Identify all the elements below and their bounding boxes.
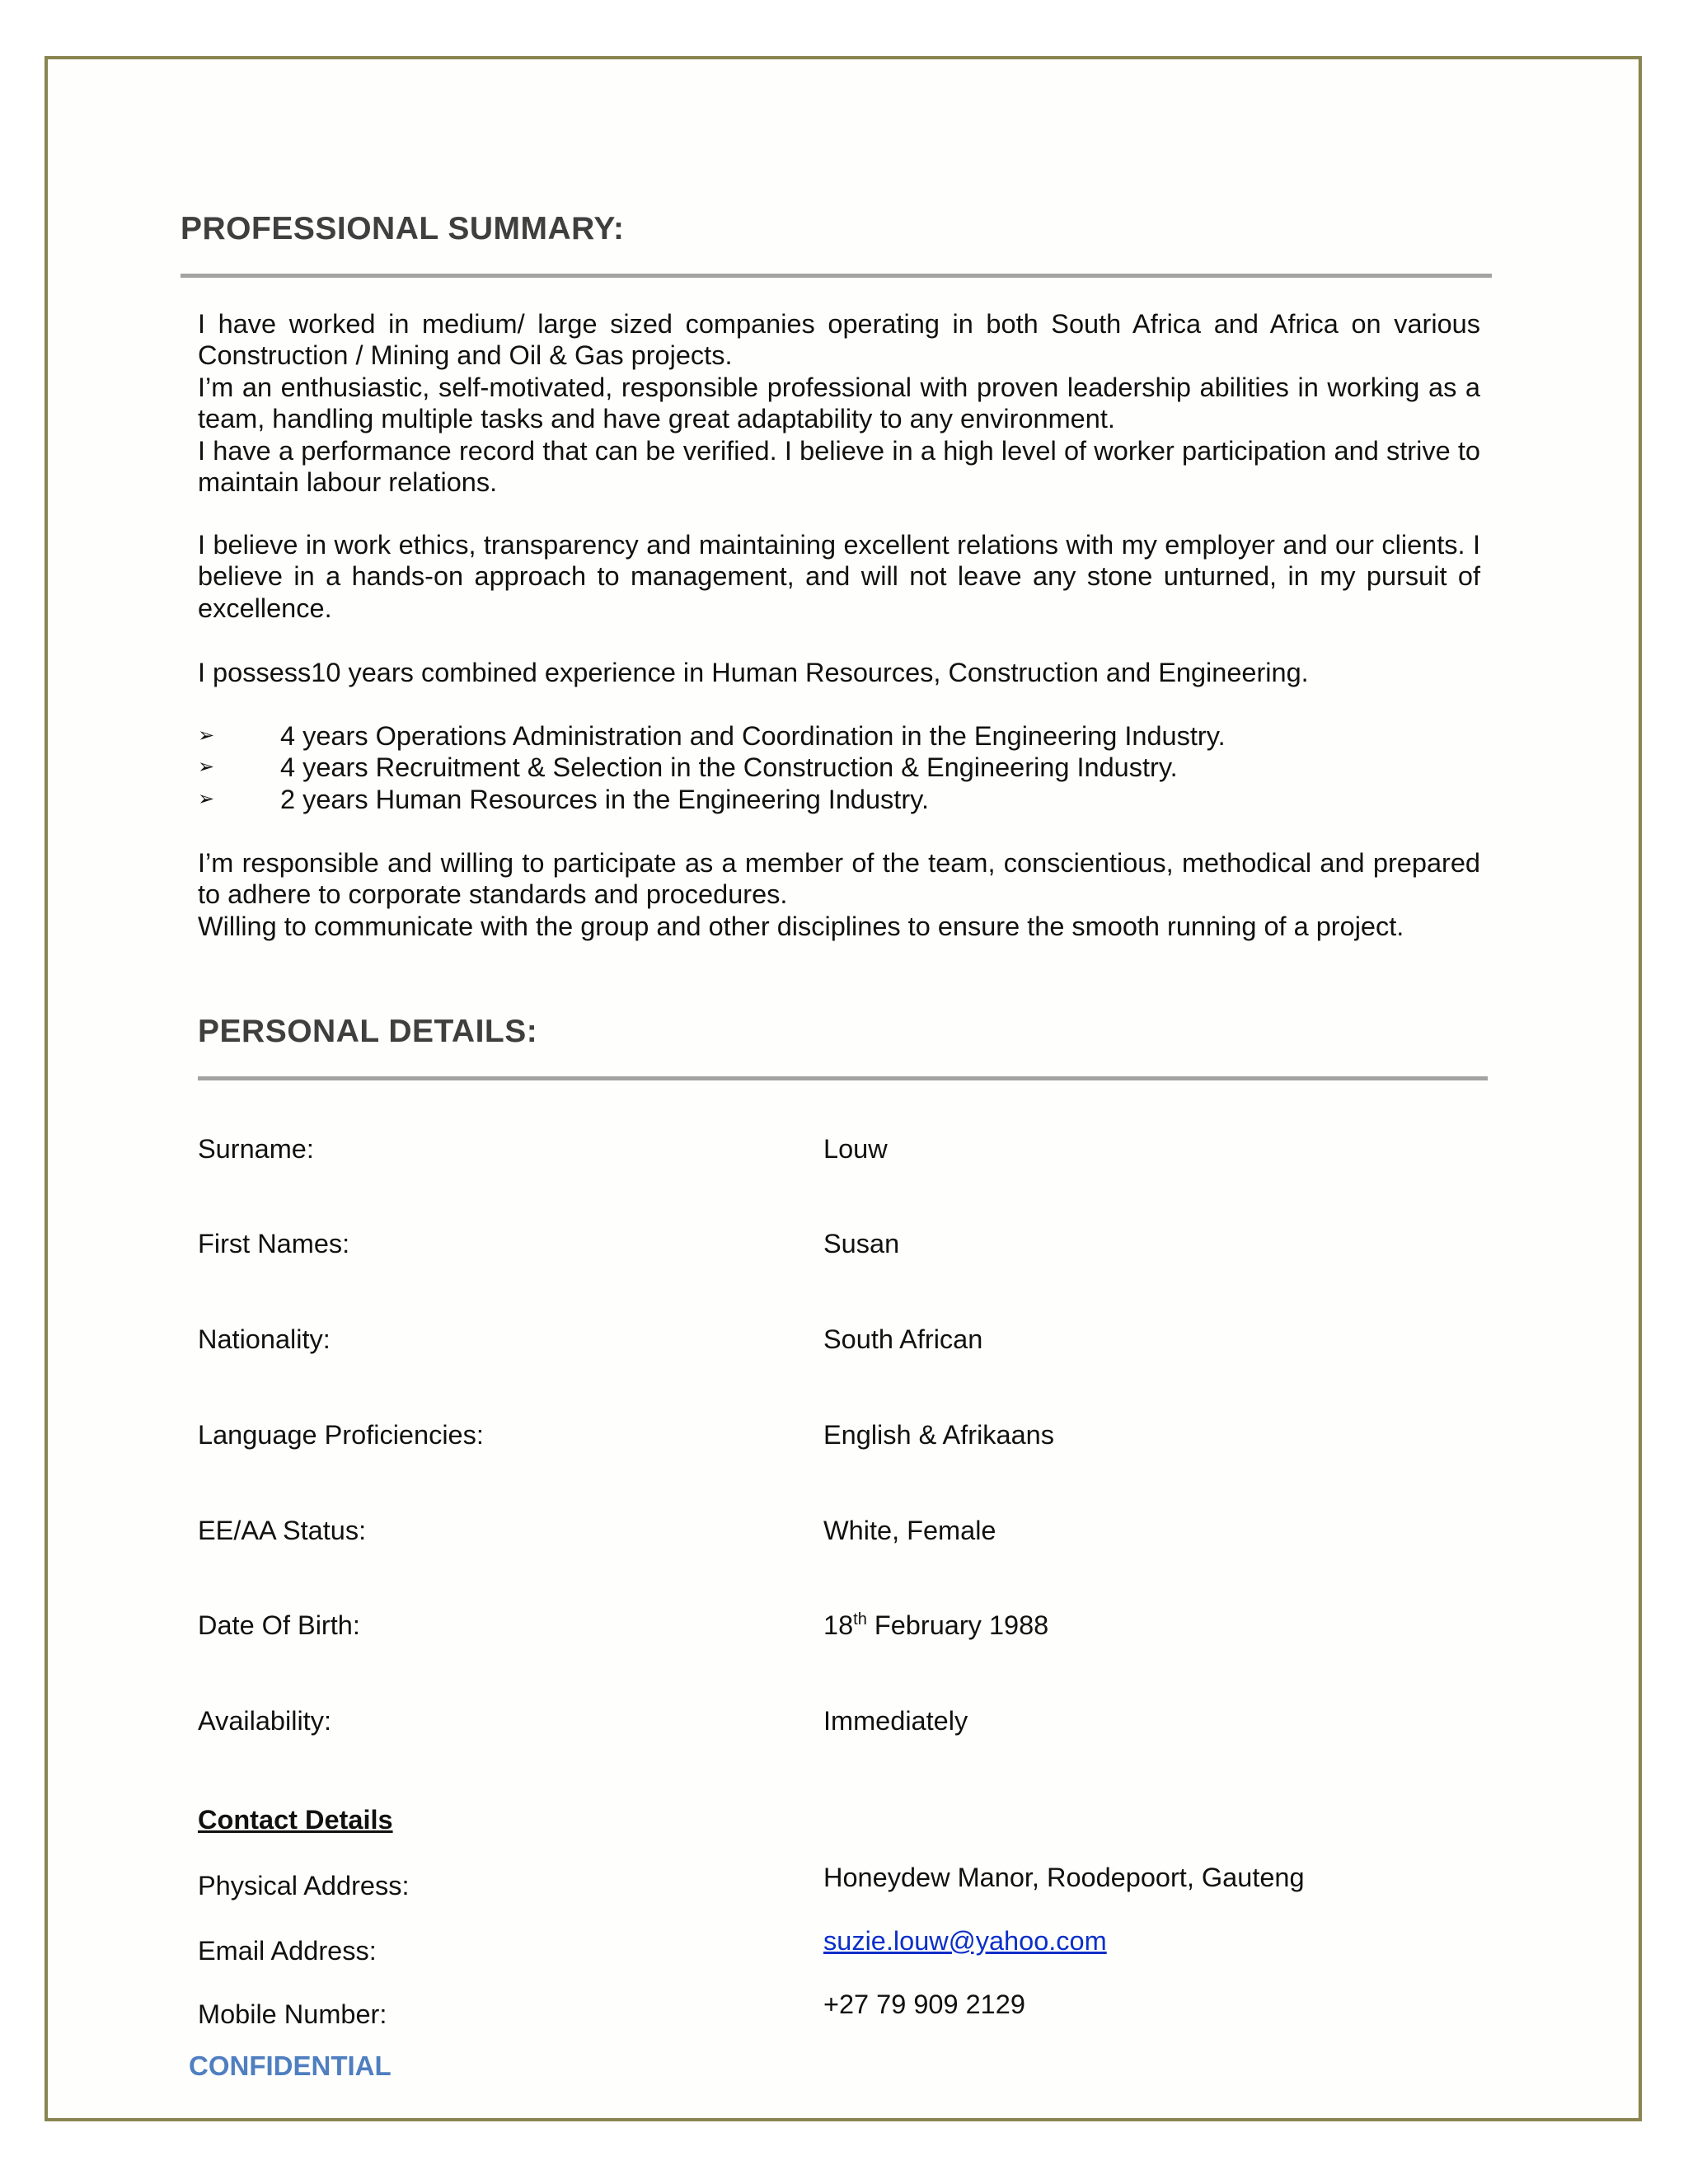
detail-row-surname <box>198 1134 1484 1170</box>
availability-label: Availability: <box>198 1706 331 1736</box>
summary-text: I have a performance record that can be verified. I believe in a high level of worker participation and strive to maintain labour relations. <box>198 435 1480 498</box>
detail-row-availability <box>198 1706 1484 1742</box>
surname-value: Louw <box>823 1134 888 1164</box>
dob-month-year: February 1988 <box>866 1610 1049 1640</box>
ee-aa-status-label: EE/AA Status: <box>198 1516 367 1545</box>
arrow-bullet-icon: ➢ <box>198 724 215 747</box>
list-item-text: 4 years Operations Administration and Coordination in the Engineering Industry. <box>280 721 1226 751</box>
dob-ordinal-suffix: th <box>853 1610 867 1629</box>
email-address-label: Email Address: <box>198 1936 377 1966</box>
detail-row-languages <box>198 1420 1484 1456</box>
summary-block-2 <box>198 529 1480 624</box>
contact-row-email <box>198 1926 1484 1966</box>
detail-row-ee-aa-status <box>198 1516 1484 1552</box>
list-item <box>198 752 1480 783</box>
mobile-number-label: Mobile Number: <box>198 1999 387 2029</box>
availability-value: Immediately <box>823 1706 968 1736</box>
email-link[interactable]: suzie.louw@yahoo.com <box>823 1926 1107 1956</box>
contact-details-heading: Contact Details <box>198 1805 393 1835</box>
list-item-text: 2 years Human Resources in the Engineering Industry. <box>280 784 930 814</box>
detail-row-date-of-birth <box>198 1610 1484 1647</box>
confidential-footer: CONFIDENTIAL <box>189 2050 392 2081</box>
summary-block-4 <box>198 847 1480 942</box>
summary-divider <box>181 274 1492 278</box>
physical-address-value: Honeydew Manor, Roodepoort, Gauteng <box>823 1863 1305 1892</box>
list-item-text: 4 years Recruitment & Selection in the Construction & Engineering Industry. <box>280 752 1178 783</box>
contact-row-address <box>198 1863 1484 1899</box>
list-item <box>198 720 1480 752</box>
detail-row-first-names <box>198 1229 1484 1265</box>
detail-row-nationality <box>198 1324 1484 1361</box>
languages-value: English & Afrikaans <box>823 1420 1055 1450</box>
summary-text: I’m an enthusiastic, self-motivated, responsible professional with proven leadership abilities in working as a team, handling multiple tasks and have great adaptability to any environment. <box>198 372 1480 434</box>
date-of-birth-label: Date Of Birth: <box>198 1610 360 1640</box>
mobile-number-value: +27 79 909 2129 <box>823 1990 1025 2019</box>
arrow-bullet-icon: ➢ <box>198 787 215 810</box>
personal-details-divider <box>198 1076 1488 1080</box>
first-names-label: First Names: <box>198 1229 350 1258</box>
nationality-value: South African <box>823 1324 983 1354</box>
summary-text: I believe in work ethics, transparency and maintaining excellent relations with my employer and our clients. I believe in a hands-on approach to management, and will not leave any stone unturned, in my pursuit of excellence. <box>198 530 1480 623</box>
first-names-value: Susan <box>823 1229 900 1258</box>
arrow-bullet-icon: ➢ <box>198 756 215 779</box>
experience-list <box>198 720 1480 815</box>
summary-text: I’m responsible and willing to participate as a member of the team, conscientious, methodical and prepared to adhere to corporate standards and procedures. <box>198 848 1480 910</box>
ee-aa-status-value: White, Female <box>823 1516 996 1545</box>
summary-block-3 <box>198 657 1480 688</box>
contact-row-mobile <box>198 1990 1484 2029</box>
languages-label: Language Proficiencies: <box>198 1420 484 1450</box>
physical-address-label: Physical Address: <box>198 1871 410 1900</box>
personal-details-heading: PERSONAL DETAILS: <box>198 1014 538 1049</box>
nationality-label: Nationality: <box>198 1324 331 1354</box>
professional-summary-heading: PROFESSIONAL SUMMARY: <box>181 211 625 246</box>
summary-text: Willing to communicate with the group and other disciplines to ensure the smooth running of a project. <box>198 911 1404 941</box>
list-item <box>198 784 1480 815</box>
date-of-birth-value <box>823 1610 1048 1641</box>
summary-text: I have worked in medium/ large sized companies operating in both South Africa and Africa on various Construction / Mining and Oil & Gas projects. <box>198 309 1480 371</box>
summary-text: I possess10 years combined experience in Human Resources, Construction and Engineering. <box>198 658 1309 687</box>
surname-label: Surname: <box>198 1134 314 1164</box>
summary-block-1 <box>198 308 1480 498</box>
dob-day: 18 <box>823 1610 854 1640</box>
